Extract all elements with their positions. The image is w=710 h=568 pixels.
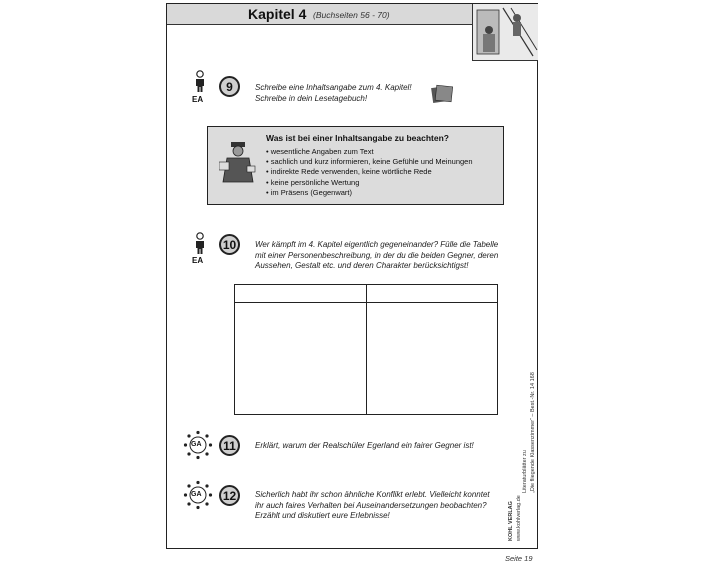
task-11-number: 11 — [219, 435, 240, 456]
info-item: • wesentliche Angaben zum Text — [266, 147, 473, 157]
task-10-text — [255, 240, 498, 272]
task-11-line: Erklärt, warum der Realschüler Egerland ein fairer Gegner ist! — [255, 441, 474, 450]
task-11-label: GA — [191, 441, 202, 448]
person-icon — [193, 232, 207, 254]
task-9-line: Schreibe in dein Lesetagebuch! — [255, 93, 368, 103]
book-icon — [430, 84, 456, 104]
table-divider — [366, 285, 367, 414]
task-9-text — [255, 83, 412, 104]
task-12-label: GA — [191, 491, 202, 498]
page-number: Seite 19 — [505, 554, 533, 563]
task-12-line: Erzählt und diskutiert eure Erlebnisse! — [255, 511, 390, 520]
publisher-name: KOHL VERLAG — [508, 501, 514, 541]
person-icon — [193, 70, 207, 92]
info-box-title: Was ist bei einer Inhaltsangabe zu beachten? — [266, 133, 449, 143]
task-10-label: EA — [192, 256, 204, 265]
sidebar-line-2: „Die fliegende Klassenzimmer“ – Best.-Nr. 14 168 — [530, 372, 536, 493]
task-9-number: 9 — [219, 76, 240, 97]
info-item: • indirekte Rede verwenden, keine wörtliche Rede — [266, 167, 473, 177]
task-12-text — [255, 490, 490, 522]
sidebar-line-1: Literaturblätter zu — [522, 450, 528, 493]
task-10-line: Wer kämpft im 4. Kapitel eigentlich gegeneinander? Fülle die Tabelle — [255, 240, 499, 249]
task-11-text — [255, 441, 474, 452]
info-item: • im Präsens (Gegenwart) — [266, 188, 473, 198]
officer-illustration — [219, 140, 257, 186]
task-9-label: EA — [192, 95, 204, 104]
task-12-line: ihr auch faires Verhalten bei Auseinandersetzungen beobachten? — [255, 500, 487, 510]
info-box-list — [266, 147, 473, 198]
task-10-line: mit einer Personenbeschreibung, in der du die beiden Gegner, deren — [255, 250, 499, 260]
task-12-line: Sicherlich habt ihr schon ähnliche Konflikt erlebt. Vielleicht konntet — [255, 490, 490, 499]
task-10-line: Aussehen, Gestalt etc. und deren Charakter berücksichtigst! — [255, 261, 469, 270]
publisher-sidebar — [506, 373, 536, 543]
task-12-number: 12 — [219, 485, 240, 506]
task-10-number: 10 — [219, 234, 240, 255]
info-item: • sachlich und kurz informieren, keine Gefühle und Meinungen — [266, 157, 473, 167]
chapter-illustration — [472, 4, 538, 61]
chapter-pages: (Buchseiten 56 - 70) — [313, 10, 390, 20]
info-item: • keine persönliche Wertung — [266, 178, 473, 188]
task-9-line: Schreibe eine Inhaltsangabe zum 4. Kapitel! — [255, 83, 412, 92]
opponents-table — [234, 284, 498, 415]
publisher-url: www.kohlverlag.de — [516, 495, 522, 541]
chapter-title: Kapitel 4 — [248, 6, 307, 22]
